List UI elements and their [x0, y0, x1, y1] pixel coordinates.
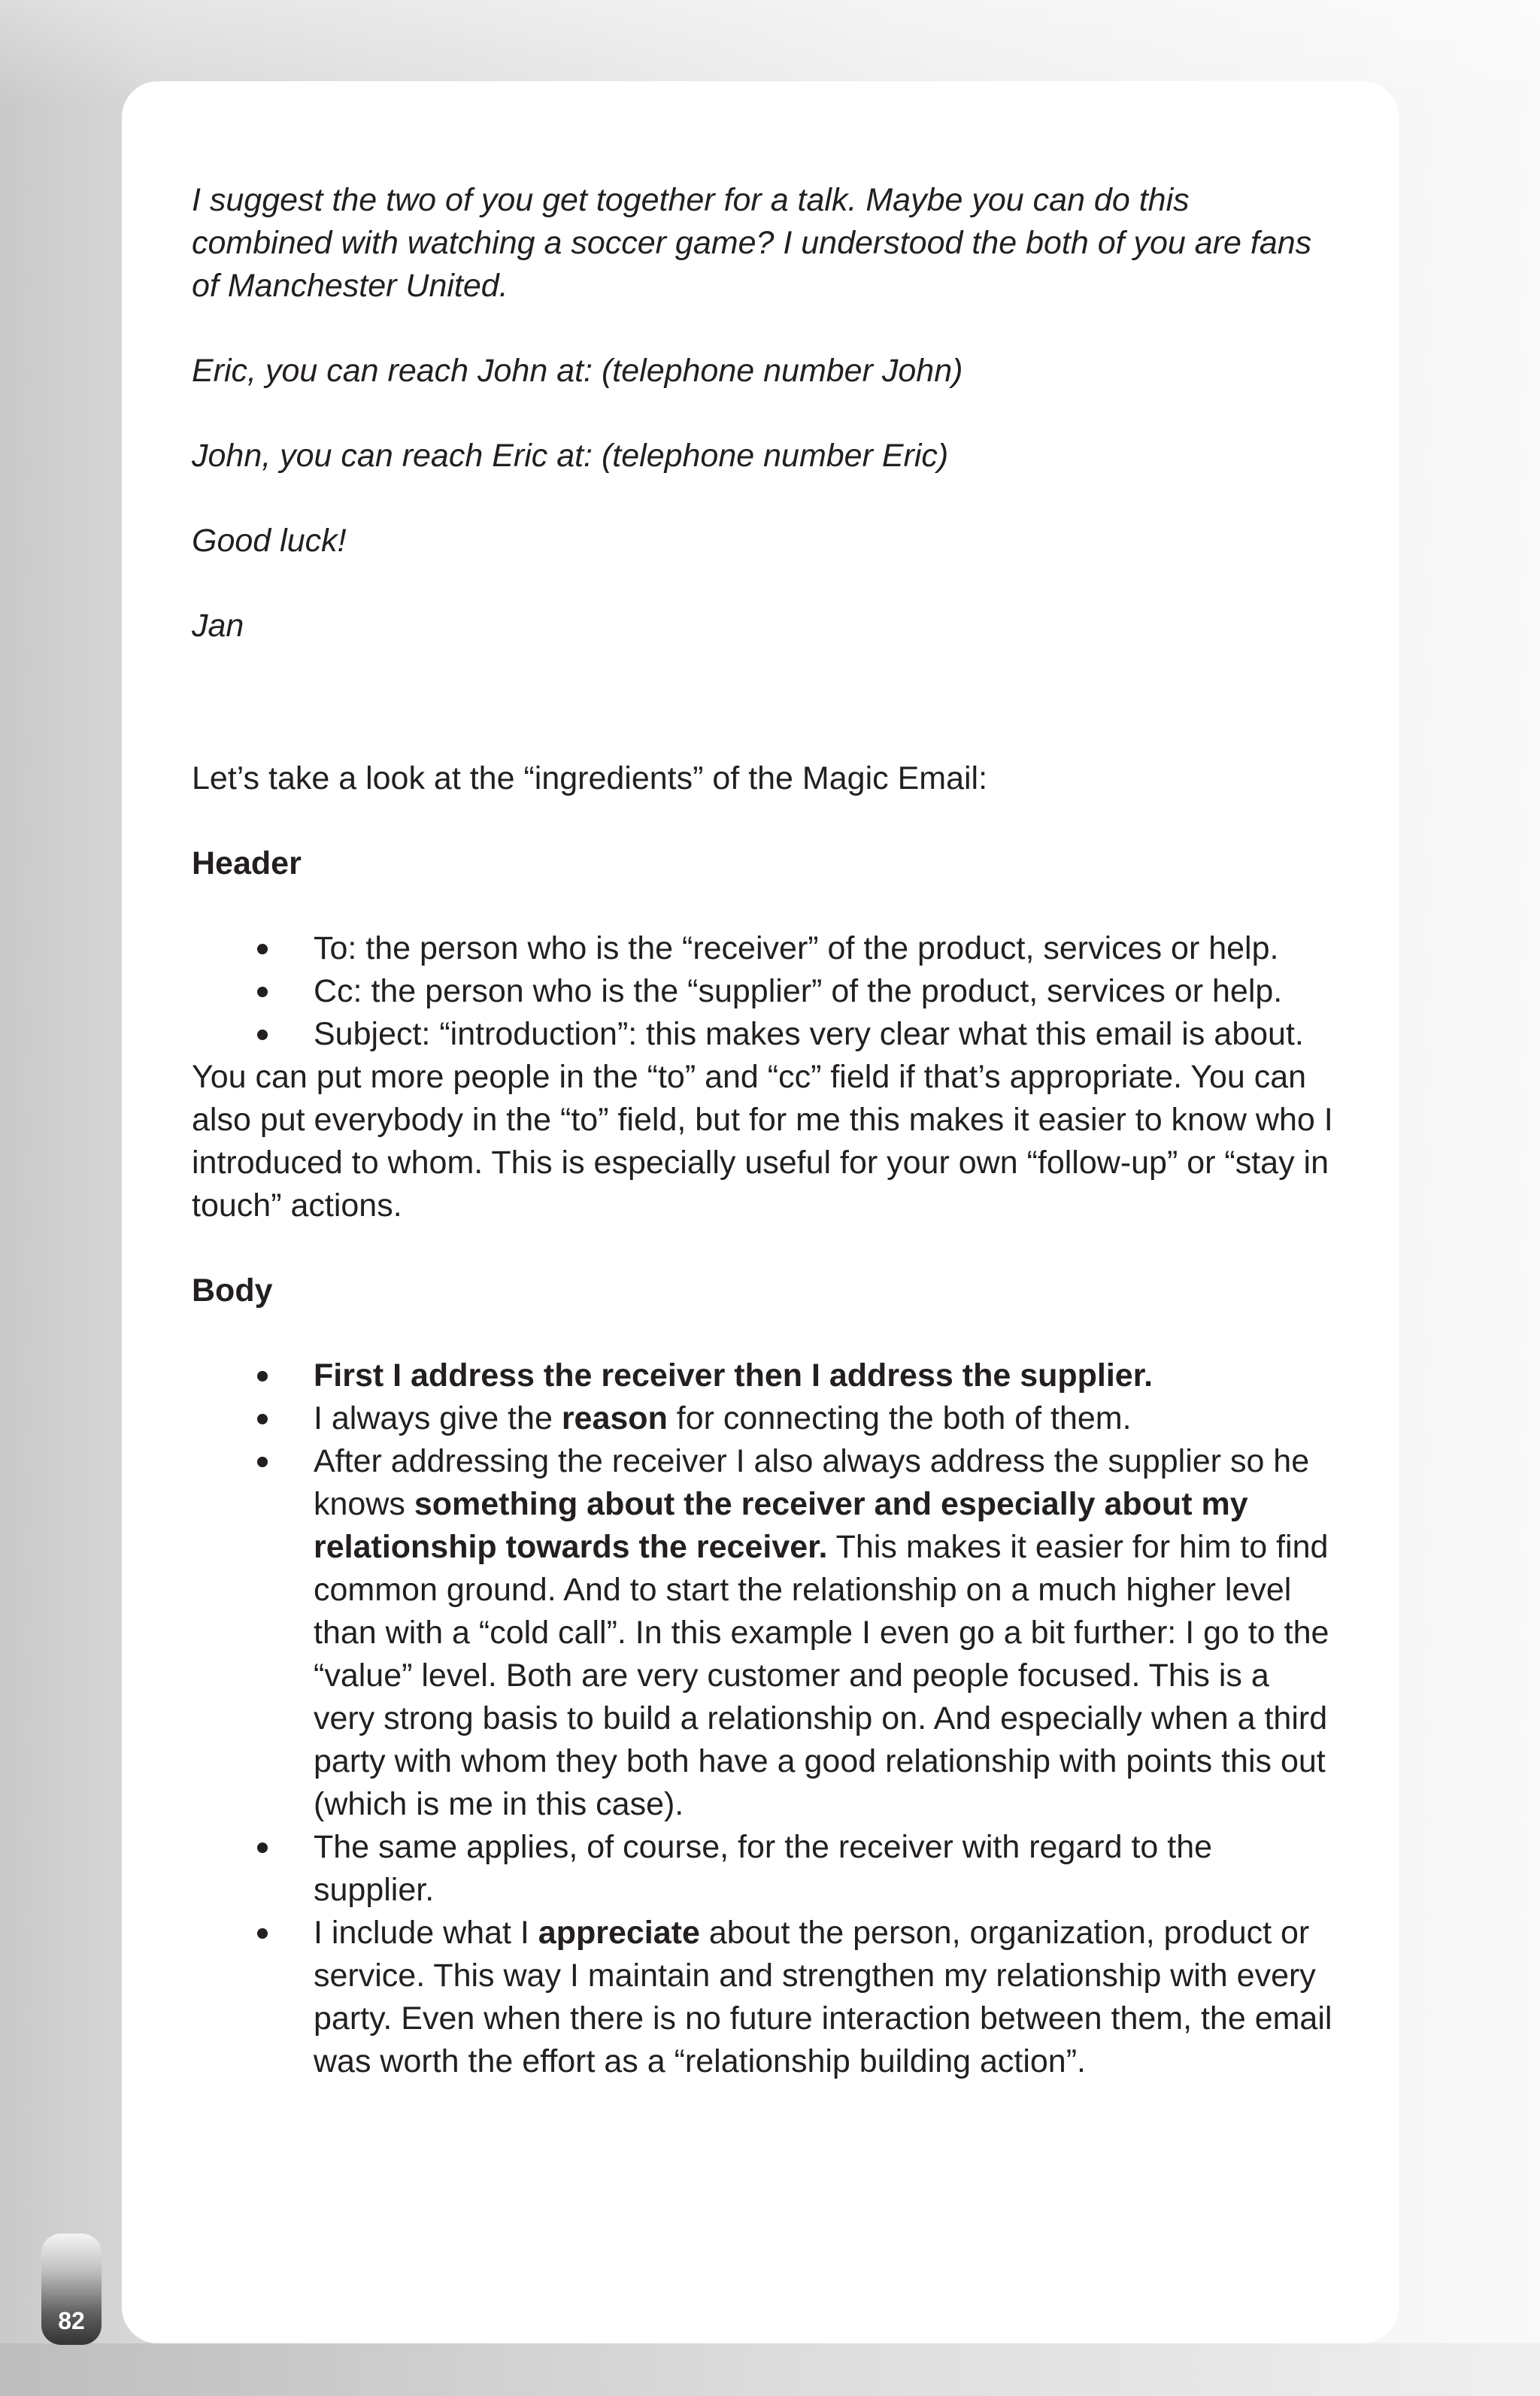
list-item-bold-text: something about the receiver and especially about my relationship towards the receiver. — [314, 1486, 1248, 1565]
list-item — [314, 927, 1335, 970]
list-item — [314, 1826, 1335, 1912]
list-item-bold-text: First I address the receiver then I address the supplier. — [314, 1357, 1153, 1394]
bullet-icon — [257, 1928, 268, 1939]
list-item — [314, 1440, 1335, 1826]
list-item-text: Cc: the person who is the “supplier” of the product, services or help. — [314, 973, 1283, 1009]
bullet-icon — [257, 1842, 268, 1853]
email-paragraph: Eric, you can reach John at: (telephone number John) — [192, 353, 963, 389]
bullet-icon — [257, 987, 268, 997]
example-email — [192, 179, 1335, 648]
page-number: 82 — [58, 2307, 85, 2334]
list-item-text: After addressing the receiver I also always address the supplier so he knows — [314, 1443, 1310, 1522]
bullet-icon — [257, 1030, 268, 1040]
list-item-text: The same applies, of course, for the receiver with regard to the supplier. — [314, 1829, 1213, 1908]
list-item-text: Subject: “introduction”: this makes very clear what this email is about. — [314, 1016, 1304, 1052]
bullet-icon — [257, 1371, 268, 1381]
header-explanation-paragraph: You can put more people in the “to” and “cc” field if that’s appropriate. You can also put everybody in the “to” field, but for me this makes it easier to know who I introduced to whom. This is especially useful for your own “follow-up” or “stay in touch” actions. — [192, 1059, 1333, 1224]
list-item-text: I include what I — [314, 1915, 538, 1951]
background-bottom-band — [0, 2343, 1540, 2396]
header-bullet-list — [192, 927, 1335, 1056]
list-item — [314, 970, 1335, 1013]
bullet-icon — [257, 1414, 268, 1424]
list-item-text: I always give the — [314, 1400, 562, 1436]
page-number-tab — [41, 2234, 102, 2345]
body-bullet-list — [192, 1354, 1335, 2083]
list-item — [314, 1397, 1335, 1440]
page-content — [192, 179, 1335, 2083]
list-item-text: about the person, organization, product or service. This way I maintain and strengthen my relationship with every party. Even when there is no future interaction between them, the email was worth the effort as a “relationship building action”. — [314, 1915, 1332, 2079]
page-panel — [122, 81, 1399, 2343]
list-item-bold-text: reason — [561, 1400, 668, 1436]
list-item — [314, 1354, 1335, 1397]
intro-paragraph: Let’s take a look at the “ingredients” of the Magic Email: — [192, 760, 988, 796]
list-item — [314, 1912, 1335, 2083]
email-paragraph: I suggest the two of you get together for a talk. Maybe you can do this combined with watching a soccer game? I understood the both of you are fans of Manchester United. — [192, 182, 1312, 304]
list-item-text: for connecting the both of them. — [667, 1400, 1132, 1436]
list-item — [314, 1013, 1335, 1056]
bullet-icon — [257, 944, 268, 954]
email-signature: Jan — [192, 608, 244, 644]
list-item-text: This makes it easier for him to find common ground. And to start the relationship on a much higher level than with a “cold call”. In this example I even go a bit further: I go to the “value” level. Both are very customer and people focused. This is a very strong basis to build a relationship on. And especially when a third party with whom they both have a good relationship with points this out (which is me in this case). — [314, 1529, 1329, 1822]
bullet-icon — [257, 1457, 268, 1467]
header-section-heading: Header — [192, 845, 302, 881]
body-section-heading: Body — [192, 1272, 273, 1309]
list-item-text: To: the person who is the “receiver” of the product, services or help. — [314, 930, 1279, 966]
list-item-bold-text: appreciate — [538, 1915, 700, 1951]
email-paragraph: John, you can reach Eric at: (telephone number Eric) — [192, 438, 949, 474]
email-closing: Good luck! — [192, 523, 347, 559]
